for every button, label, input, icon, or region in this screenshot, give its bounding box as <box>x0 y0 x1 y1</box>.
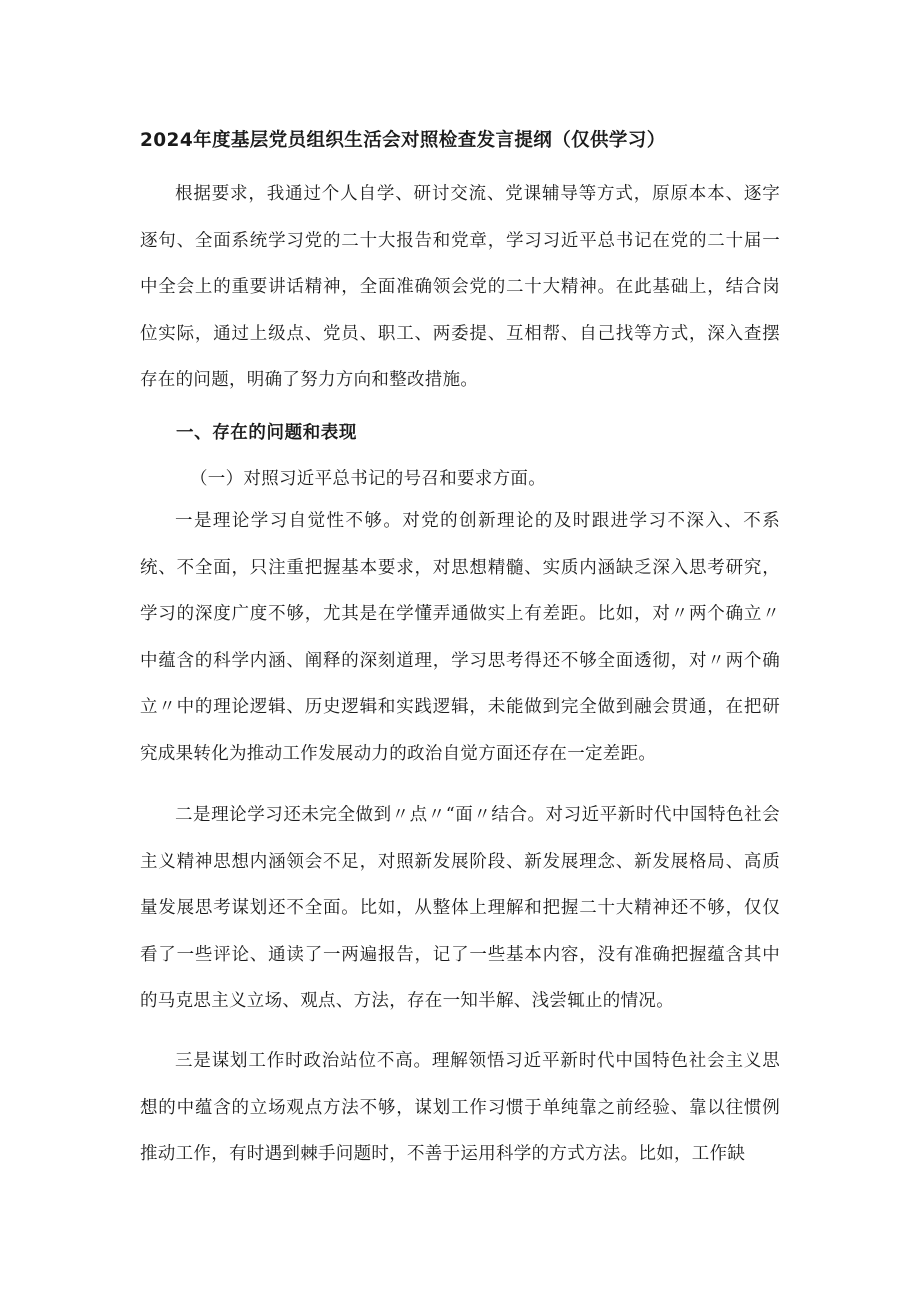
intro-paragraph: 根据要求，我通过个人自学、研讨交流、党课辅导等方式，原原本本、逐字逐句、全面系统学习党的二十大报告和党章，学习习近平总书记在党的二十届一中全会上的重要讲话精神，全面准确领会党的二十大精神。在此基础上，结合岗位实际，通过上级点、党员、职工、两委提、互相帮、自己找等方式，深入查摆存在的问题，明确了努力方向和整改措施。 <box>140 184 780 391</box>
point-paragraph-2: 二是理论学习还未完全做到〃点〃“面〃结合。对习近平新时代中国特色社会主义精神思想内涵领会不足，对照新发展阶段、新发展理念、新发展格局、高质量发展思考谋划还不全面。比如，从整体上理解和把握二十大精神还不够，仅仅看了一些评论、通读了一两遍报告，记了一些基本内容，没有准确把握蕴含其中的马克思主义立场、观点、方法，存在一知半解、浅尝辄止的情况。 <box>140 805 780 1012</box>
subsection-heading: （一）对照习近平总书记的号召和要求方面。 <box>190 469 546 489</box>
point-paragraph-3: 三是谋划工作时政治站位不高。理解领悟习近平新时代中国特色社会主义思想的中蕴含的立场观点方法不够，谋划工作习惯于单纯靠之前经验、靠以往惯例推动工作，有时遇到棘手问题时，不善于运用科学的方式方法。比如，工作缺 <box>140 1051 780 1165</box>
section-heading-problems: 一、存在的问题和表现 <box>176 423 357 443</box>
document-title: 2024年度基层党员组织生活会对照检查发言提纲（仅供学习） <box>140 130 666 151</box>
point-paragraph-1: 一是理论学习自觉性不够。对党的创新理论的及时跟进学习不深入、不系统、不全面，只注重把握基本要求，对思想精髓、实质内涵缺乏深入思考研究，学习的深度广度不够，尤其是在学懂弄通做实上有差距。比如，对〃两个确立〃中蕴含的科学内涵、阐释的深刻道理，学习思考得还不够全面透彻，对〃两个确立〃中的理论逻辑、历史逻辑和实践逻辑，未能做到完全做到融会贯通，在把研究成果转化为推动工作发展动力的政治自觉方面还存在一定差距。 <box>140 511 780 764</box>
